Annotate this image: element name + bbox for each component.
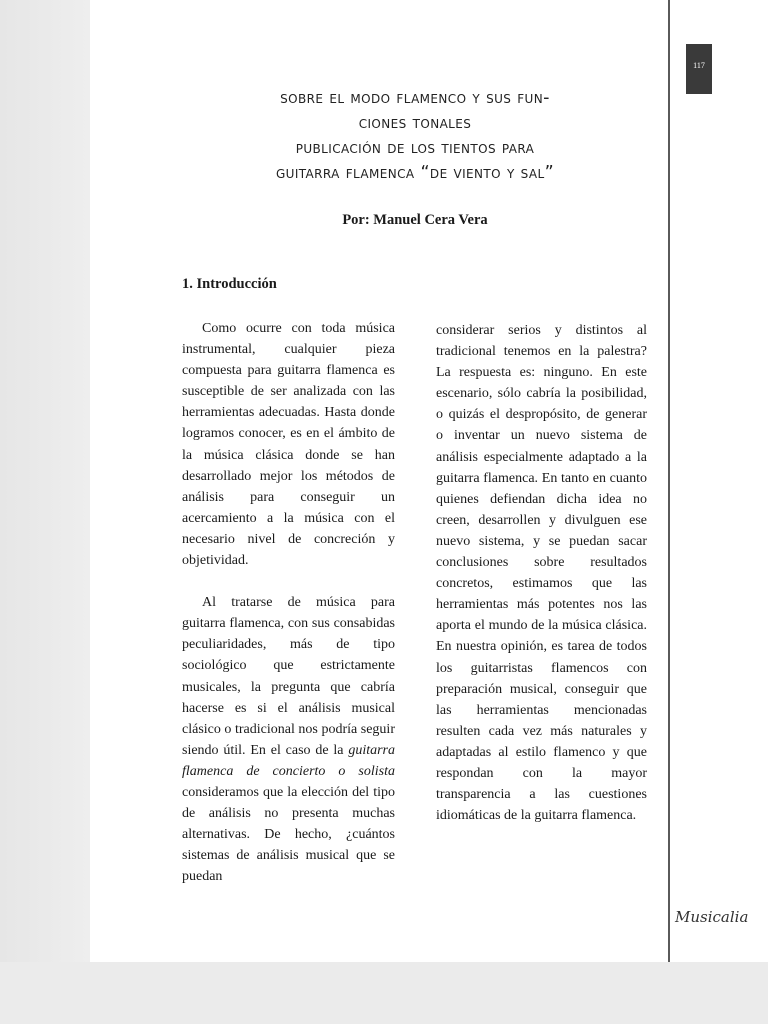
page-right-margin (668, 0, 768, 962)
title-line: ciones tonales (358, 113, 472, 133)
author-byline: Por: Manuel Cera Vera (342, 212, 488, 228)
section-heading: 1. Introducción (182, 276, 277, 292)
paragraph-text: consideramos que la elección del tipo de análisis no presenta muchas alternativas. De hecho, ¿cuántos sistemas de análisis musical que se puedan (182, 784, 395, 885)
scan-margin-left (0, 0, 90, 1024)
paragraph: Como ocurre con toda música instrumental, cualquier pieza compuesta para guitarra flamenca es susceptible de ser analizada con las herramientas adecuadas. Hasta donde logramos conocer, es en el ámbito de la música clásica donde se han desarrollado mejor los métodos de análisis para conseguir un acercamiento a la música con el necesario nivel de concreción y objetividad. (182, 321, 395, 569)
page-number: 117 (686, 44, 712, 94)
right-column (436, 320, 647, 826)
italic-phrase: guitarra flamenca de concierto o solista (182, 742, 395, 779)
paragraph-text: Al tratarse de música para guitarra flamenca, con sus consabidas peculiaridades, más de tipo sociológico que estrictamente musicales, la pregunta que cabría hacerse es si el análisis musical clásico o tradicional nos podría seguir siendo útil. En el caso de la (182, 595, 395, 758)
left-column (182, 318, 395, 887)
title-line: sobre el modo flamenco y sus fun- (280, 88, 550, 108)
publisher-logo: Musicalia (675, 908, 749, 926)
title-line: publicación de los tientos para (295, 138, 535, 158)
title-line: guitarra flamenca “de viento y sal” (275, 163, 555, 183)
scan-margin-bottom (0, 962, 768, 1024)
paragraph (182, 592, 395, 887)
article-title (170, 86, 660, 186)
paragraph: considerar serios y distintos al tradicional tenemos en la palestra? La respuesta es: ninguno. En este escenario, sólo cabría la posibilidad, o quizás el despropósito, de generar o inventar un nuevo sistema de análisis especialmente adaptado a la guitarra flamenca. En tanto en cuanto quienes defiendan dicha idea no creen, desarrollen y divulguen ese nuevo sistema, y se puedan sacar conclusiones sobre resultados concretos, estimamos que las herramientas más potentes nos las aporta el mundo de la música clásica. En nuestra opinión, es tarea de todos los guitarristas flamencos con preparación musical, conseguir que las herramientas mencionadas resulten cada vez más naturales y adaptadas al estilo flamenco y que respondan con la mayor transparencia a las cuestiones idiomáticas de la guitarra flamenca. (436, 323, 647, 824)
